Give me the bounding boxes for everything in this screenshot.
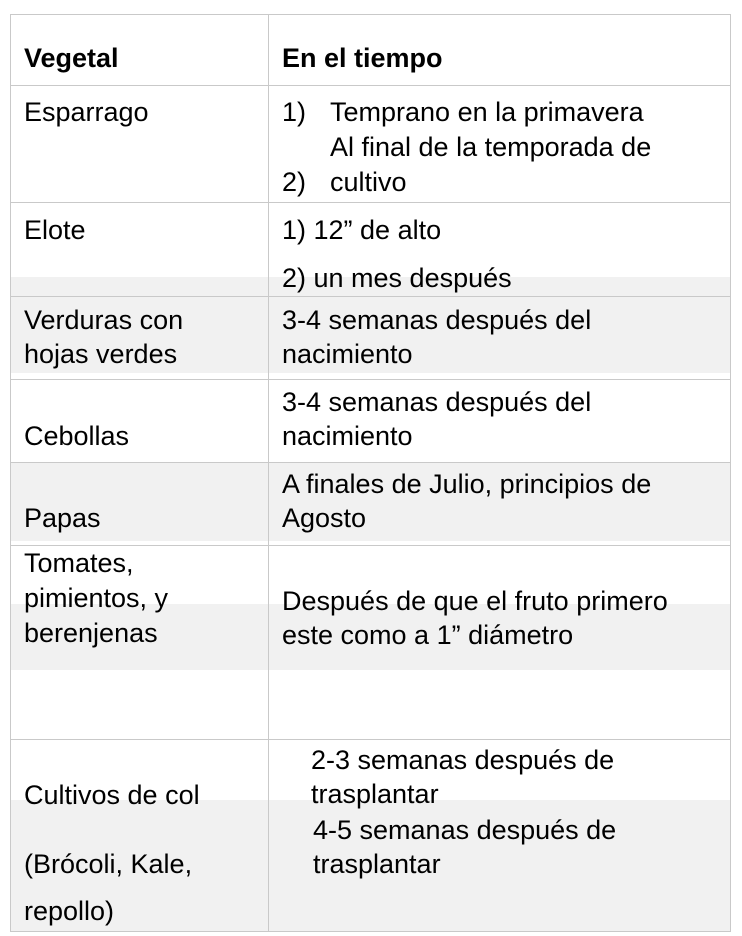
timing-text: 3-4 semanas después del — [282, 387, 592, 417]
row-border — [10, 14, 731, 15]
timing-text: trasplantar — [311, 779, 439, 809]
column-border — [10, 14, 11, 932]
timing-text: Al final de la temporada de — [330, 132, 652, 162]
timing-text: A finales de Julio, principios de — [282, 469, 652, 499]
timing-text: trasplantar — [313, 849, 441, 879]
harvest-table — [10, 14, 731, 932]
column-border — [268, 14, 269, 932]
vegetable-name: berenjenas — [24, 618, 158, 648]
timing-text: cultivo — [330, 167, 407, 197]
timing-text: 2) un mes después — [282, 263, 512, 293]
vegetable-name: Verduras con — [24, 305, 184, 335]
row-border — [10, 931, 731, 932]
row-border — [10, 379, 731, 380]
header-vegetal: Vegetal — [24, 43, 119, 73]
row-border — [10, 296, 731, 297]
vegetable-name: Cebollas — [24, 421, 130, 451]
row-border — [10, 202, 731, 203]
timing-text: 4-5 semanas después de — [313, 815, 617, 845]
vegetable-name: pimientos, y — [24, 583, 169, 613]
row-border — [10, 739, 731, 740]
timing-text: Temprano en la primavera — [330, 97, 644, 127]
vegetable-name: Elote — [24, 215, 86, 245]
list-number: 1) — [282, 97, 307, 127]
timing-text: nacimiento — [282, 421, 413, 451]
vegetable-name: repollo) — [24, 896, 115, 926]
vegetable-name: hojas verdes — [24, 339, 178, 369]
header-en-el-tiempo: En el tiempo — [282, 43, 443, 73]
timing-text: Después de que el fruto primero — [282, 586, 668, 616]
timing-text: Agosto — [282, 503, 367, 533]
vegetable-name: Esparrago — [24, 97, 149, 127]
vegetable-name: Cultivos de col — [24, 780, 200, 810]
timing-text: 1) 12” de alto — [282, 215, 442, 245]
timing-text: 3-4 semanas después del — [282, 305, 592, 335]
timing-text: 2-3 semanas después de — [311, 745, 615, 775]
list-number: 2) — [282, 167, 307, 197]
vegetable-name: (Brócoli, Kale, — [24, 849, 193, 879]
vegetable-name: Tomates, — [24, 548, 134, 578]
column-border — [730, 14, 731, 932]
row-border — [10, 462, 731, 463]
timing-text: este como a 1” diámetro — [282, 620, 574, 650]
row-border — [10, 85, 731, 86]
timing-text: nacimiento — [282, 339, 413, 369]
vegetable-name: Papas — [24, 503, 101, 533]
